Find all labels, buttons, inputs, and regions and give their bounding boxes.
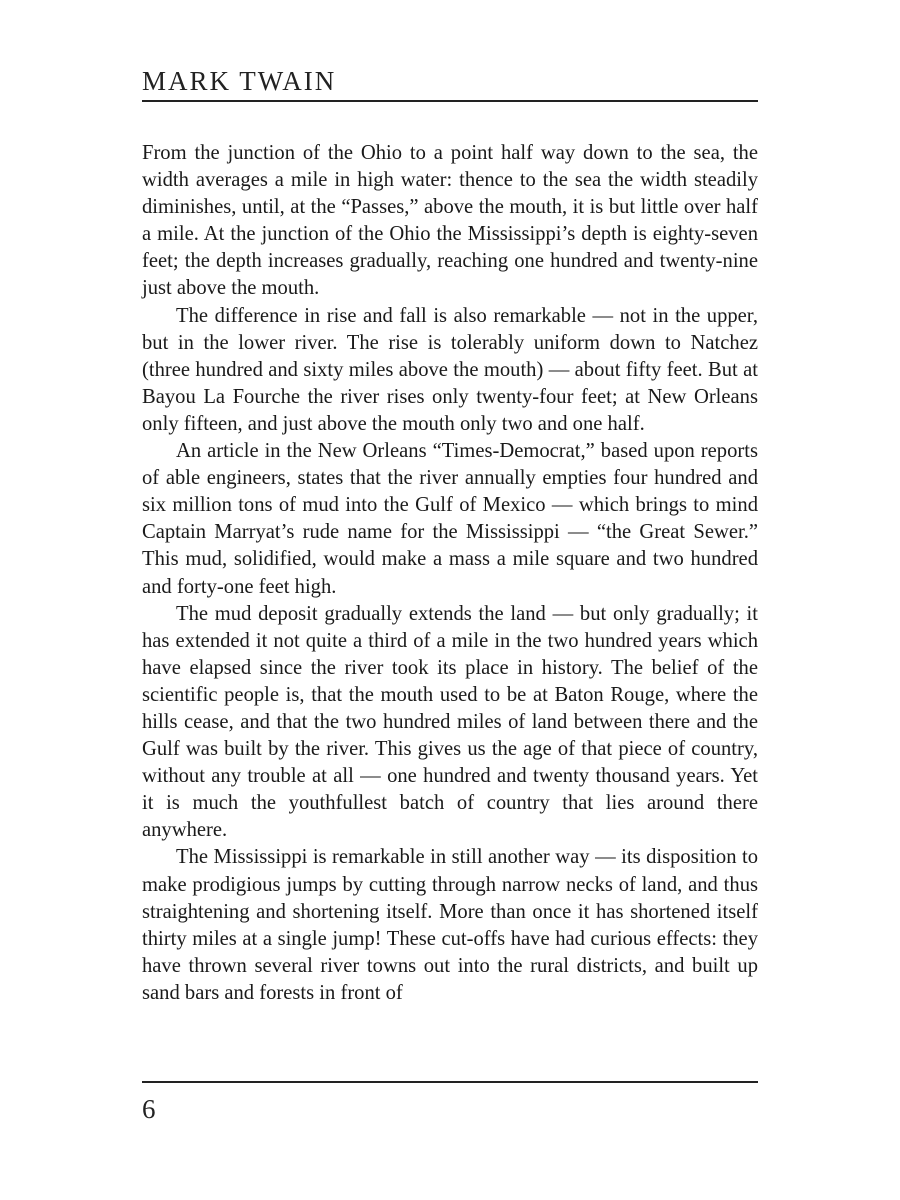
paragraph-5: The Mississippi is remarkable in still another way — its disposition to make prodigious jumps by cutting through narrow necks of land, and thus straightening and shortening itself. More than once it has shortened itself thirty miles at a single jump! These cut-offs have had curious effects: they have thrown several river towns out into the rural districts, and built up sand bars and forests in front of — [142, 846, 758, 1004]
body-text — [142, 140, 758, 1007]
paragraph-3: An article in the New Orleans “Times-Democrat,” based upon reports of able engineers, states that the river annually empties four hundred and six million tons of mud into the Gulf of Mexico — which brings to mind Captain Marryat’s rude name for the Mississippi — “the Great Sewer.” This mud, solidified, would make a mass a mile square and two hundred and forty-one feet high. — [142, 440, 758, 598]
page-number: 6 — [142, 1094, 156, 1124]
header-rule — [142, 100, 758, 102]
paragraph-4: The mud deposit gradually extends the land — but only gradually; it has extended it not quite a third of a mile in the two hundred years which have elapsed since the river took its place in history. The belief of the scientific people is, that the mouth used to be at Baton Rouge, where the hills cease, and that the two hundred miles of land between there and the Gulf was built by the river. This gives us the age of that piece of country, without any trouble at all — one hundred and twenty thousand years. Yet it is much the youthfullest batch of country that lies around there anywhere. — [142, 602, 758, 842]
running-head-title: MARK TWAIN — [142, 66, 337, 96]
paragraph-2: The difference in rise and fall is also remarkable — not in the upper, but in the lower river. The rise is tolerably uniform down to Natchez (three hundred and sixty miles above the mouth) — about fifty feet. But at Bayou La Fourche the river rises only twenty-four feet; at New Orleans only fifteen, and just above the mouth only two and one half. — [142, 304, 758, 435]
footer-rule — [142, 1081, 758, 1083]
paragraph-1: From the junction of the Ohio to a point half way down to the sea, the width averages a mile in high water: thence to the sea the width steadily diminishes, until, at the “Passes,” above the mouth, it is but little over half a mile. At the junction of the Ohio the Mississippi’s depth is eighty-seven feet; the depth increases gradually, reaching one hundred and twenty-nine just above the mouth. — [142, 142, 758, 300]
